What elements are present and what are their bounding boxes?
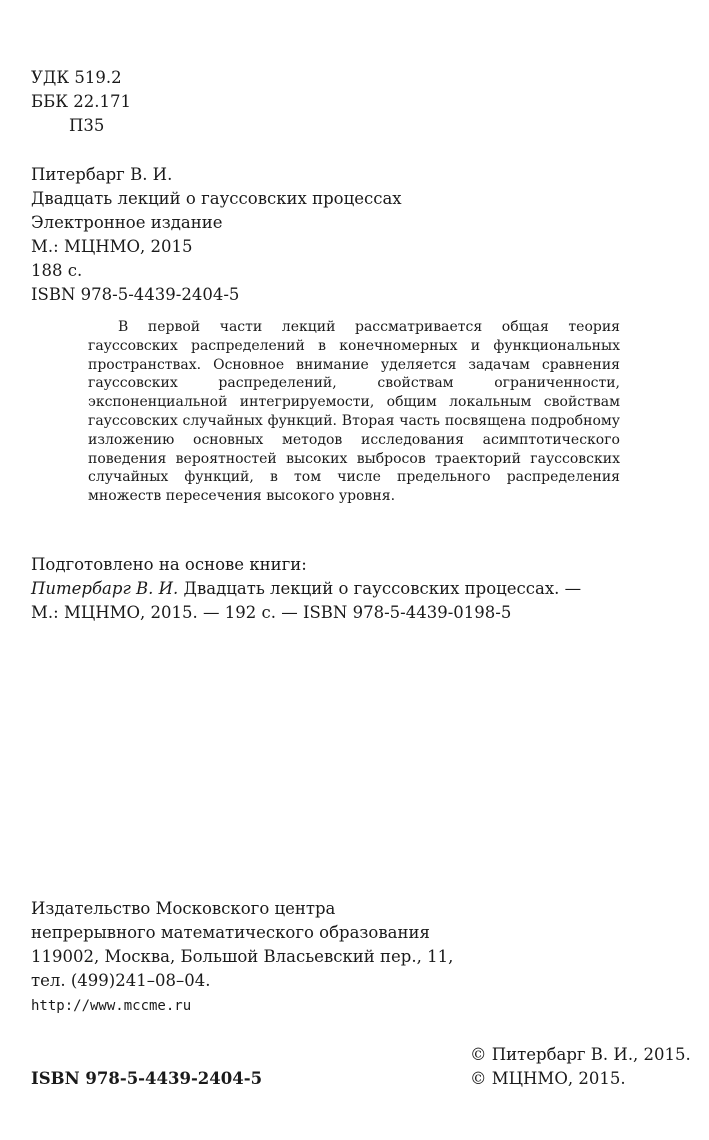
bib-pages: 188 с. [31, 261, 83, 280]
bib-isbn: ISBN 978-5-4439-2404-5 [31, 285, 240, 304]
publisher-phone: тел. (499)241–08–04. [31, 971, 211, 990]
publisher-name-1: Издательство Московского центра [31, 899, 336, 918]
udk: УДК 519.2 [31, 68, 122, 87]
copyright-publisher: © МЦНМО, 2015. [470, 1069, 626, 1088]
bib-publisher: М.: МЦНМО, 2015 [31, 237, 193, 256]
source-citation [31, 577, 581, 601]
source-details: М.: МЦНМО, 2015. — 192 с. — ISBN 978-5-4439-0198-5 [31, 603, 512, 622]
publisher-address: 119002, Москва, Большой Власьевский пер., 11, [31, 947, 454, 966]
bib-title: Двадцать лекций о гауссовских процессах [31, 189, 402, 208]
publisher-url[interactable]: http://www.mccme.ru [31, 998, 192, 1014]
bib-author: Питербарг В. И. [31, 165, 173, 184]
bib-edition: Электронное издание [31, 213, 223, 232]
publisher-name-2: непрерывного математического образования [31, 923, 430, 942]
copyright-author: © Питербарг В. И., 2015. [470, 1045, 691, 1064]
source-title: Двадцать лекций о гауссовских процессах. — [178, 579, 582, 598]
source-author: Питербарг В. И. [31, 579, 179, 598]
abstract [88, 318, 620, 506]
author-mark: П35 [69, 116, 105, 135]
abstract-text: В первой части лекций рассматривается общая теория гауссовских распределений в конечномерных и функциональных пространствах. Основное внимание уделяется задачам сравнения гауссовских распределений, свойствам ограниченности, экспоненциальной интегрируемости, общим локальным свойствам гауссовских случайных функций. Вторая часть посвящена подробному изложению основных методов исследования асимптотического поведения вероятностей высоких выбросов траекторий гауссовских случайных функций, в том числе предельного распределения множеств пересечения высокого уровня. [88, 319, 620, 505]
footer-isbn: ISBN 978-5-4439-2404-5 [31, 1069, 263, 1088]
source-intro: Подготовлено на основе книги: [31, 555, 307, 574]
bbk: ББК 22.171 [31, 92, 131, 111]
